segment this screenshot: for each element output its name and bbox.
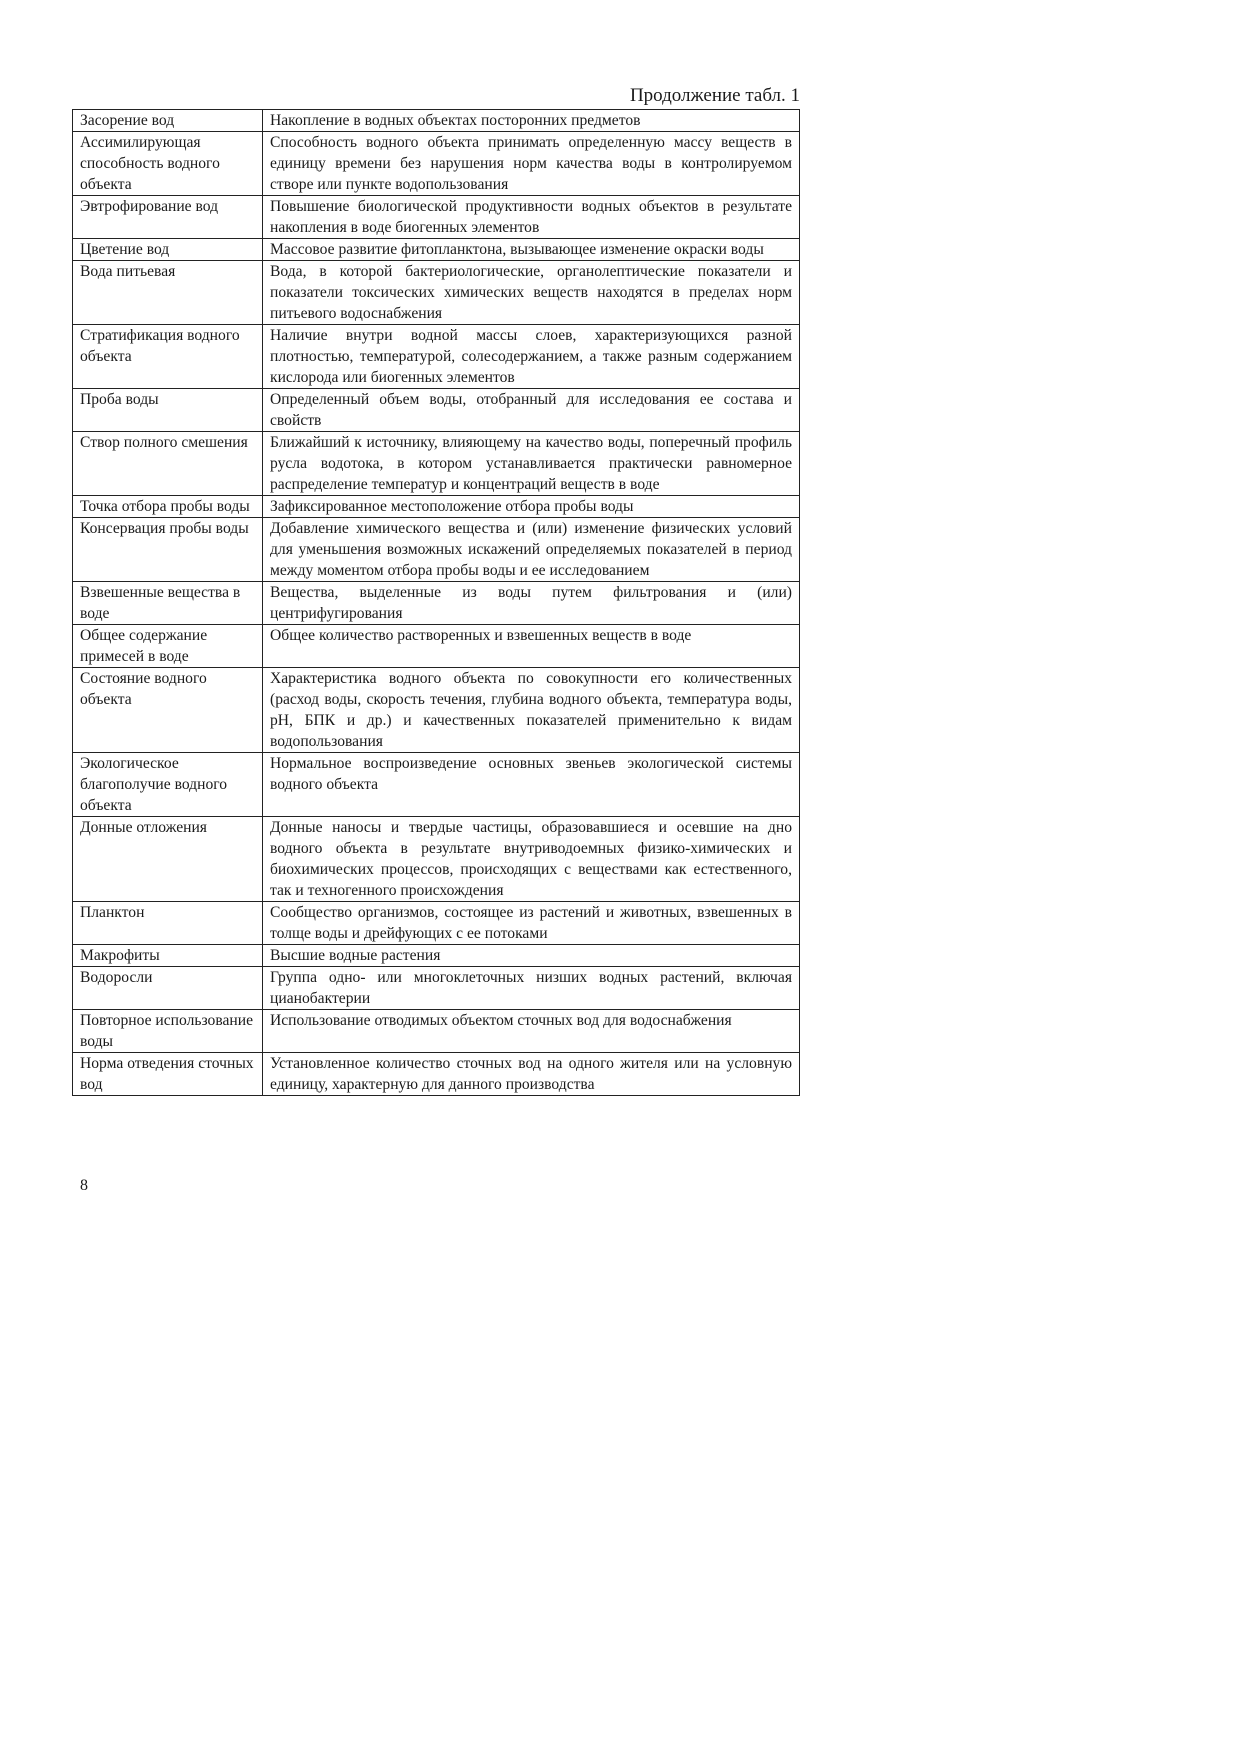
- term-cell: Норма отведения сточных вод: [73, 1053, 263, 1096]
- term-cell: Общее содержание примесей в воде: [73, 625, 263, 668]
- definition-cell: Зафиксированное местоположение отбора пробы воды: [263, 496, 800, 518]
- table-row: [73, 1010, 800, 1053]
- term-cell: Донные отложения: [73, 817, 263, 902]
- term-cell: Эвтрофирование вод: [73, 196, 263, 239]
- definition-cell: Наличие внутри водной массы слоев, характеризующихся разной плотностью, температурой, солесодержанием, а также разным содержанием кислорода или биогенных элементов: [263, 325, 800, 389]
- term-cell: Вода питьевая: [73, 261, 263, 325]
- definition-cell: Общее количество растворенных и взвешенных веществ в воде: [263, 625, 800, 668]
- definition-cell: Накопление в водных объектах посторонних предметов: [263, 110, 800, 132]
- table-row: [73, 817, 800, 902]
- definition-cell: Нормальное воспроизведение основных звеньев экологической системы водного объекта: [263, 753, 800, 817]
- table-row: [73, 945, 800, 967]
- table-row: [73, 389, 800, 432]
- terms-table: [72, 109, 800, 1096]
- table-row: [73, 110, 800, 132]
- definition-cell: Характеристика водного объекта по совокупности его количественных (расход воды, скорость течения, глубина водного объекта, температура воды, pH, БПК и др.) и качественных показателей применительно к видам водопользования: [263, 668, 800, 753]
- table-row: [73, 668, 800, 753]
- term-cell: Повторное использование воды: [73, 1010, 263, 1053]
- definition-cell: Группа одно- или многоклеточных низших водных растений, включая цианобактерии: [263, 967, 800, 1010]
- definition-cell: Вещества, выделенные из воды путем фильтрования и (или) центрифугирования: [263, 582, 800, 625]
- term-cell: Взвешенные вещества в воде: [73, 582, 263, 625]
- table-row: [73, 432, 800, 496]
- term-cell: Цветение вод: [73, 239, 263, 261]
- term-cell: Водоросли: [73, 967, 263, 1010]
- table-row: [73, 902, 800, 945]
- definition-cell: Установленное количество сточных вод на одного жителя или на условную единицу, характерную для данного производства: [263, 1053, 800, 1096]
- term-cell: Макрофиты: [73, 945, 263, 967]
- term-cell: Точка отбора пробы воды: [73, 496, 263, 518]
- table-row: [73, 625, 800, 668]
- term-cell: Стратификация водного объекта: [73, 325, 263, 389]
- terms-table-body: [73, 110, 800, 1096]
- definition-cell: Добавление химического вещества и (или) изменение физических условий для уменьшения возможных искажений определяемых показателей в период между моментом отбора пробы воды и ее исследованием: [263, 518, 800, 582]
- table-row: [73, 1053, 800, 1096]
- definition-cell: Ближайший к источнику, влияющему на качество воды, поперечный профиль русла водотока, в котором устанавливается практически равномерное распределение температур и концентраций веществ в воде: [263, 432, 800, 496]
- table-row: [73, 518, 800, 582]
- definition-cell: Высшие водные растения: [263, 945, 800, 967]
- table-row: [73, 753, 800, 817]
- definition-cell: Использование отводимых объектом сточных вод для водоснабжения: [263, 1010, 800, 1053]
- definition-cell: Вода, в которой бактериологические, органолептические показатели и показатели токсических химических веществ находятся в пределах норм питьевого водоснабжения: [263, 261, 800, 325]
- term-cell: Створ полного смешения: [73, 432, 263, 496]
- term-cell: Состояние водного объекта: [73, 668, 263, 753]
- table-caption: Продолжение табл. 1: [629, 85, 800, 106]
- table-row: [73, 196, 800, 239]
- table-row: [73, 496, 800, 518]
- term-cell: Экологическое благополучие водного объекта: [73, 753, 263, 817]
- table-row: [73, 132, 800, 196]
- table-row: [73, 325, 800, 389]
- table-row: [73, 967, 800, 1010]
- definition-cell: Повышение биологической продуктивности водных объектов в результате накопления в воде биогенных элементов: [263, 196, 800, 239]
- table-row: [73, 582, 800, 625]
- definition-cell: Сообщество организмов, состоящее из растений и животных, взвешенных в толще воды и дрейфующих с ее потоками: [263, 902, 800, 945]
- term-cell: Засорение вод: [73, 110, 263, 132]
- definition-cell: Способность водного объекта принимать определенную массу веществ в единицу времени без нарушения норм качества воды в контролируемом створе или пункте водопользования: [263, 132, 800, 196]
- term-cell: Планктон: [73, 902, 263, 945]
- term-cell: Ассимилирующая способность водного объекта: [73, 132, 263, 196]
- definition-cell: Определенный объем воды, отобранный для исследования ее состава и свойств: [263, 389, 800, 432]
- table-row: [73, 261, 800, 325]
- term-cell: Консервация пробы воды: [73, 518, 263, 582]
- definition-cell: Массовое развитие фитопланктона, вызывающее изменение окраски воды: [263, 239, 800, 261]
- term-cell: Проба воды: [73, 389, 263, 432]
- page-number: 8: [80, 1177, 88, 1194]
- definition-cell: Донные наносы и твердые частицы, образовавшиеся и осевшие на дно водного объекта в результате внутриводоемных физико-химических и биохимических процессов, происходящих с веществами как естественного, так и техногенного происхождения: [263, 817, 800, 902]
- table-row: [73, 239, 800, 261]
